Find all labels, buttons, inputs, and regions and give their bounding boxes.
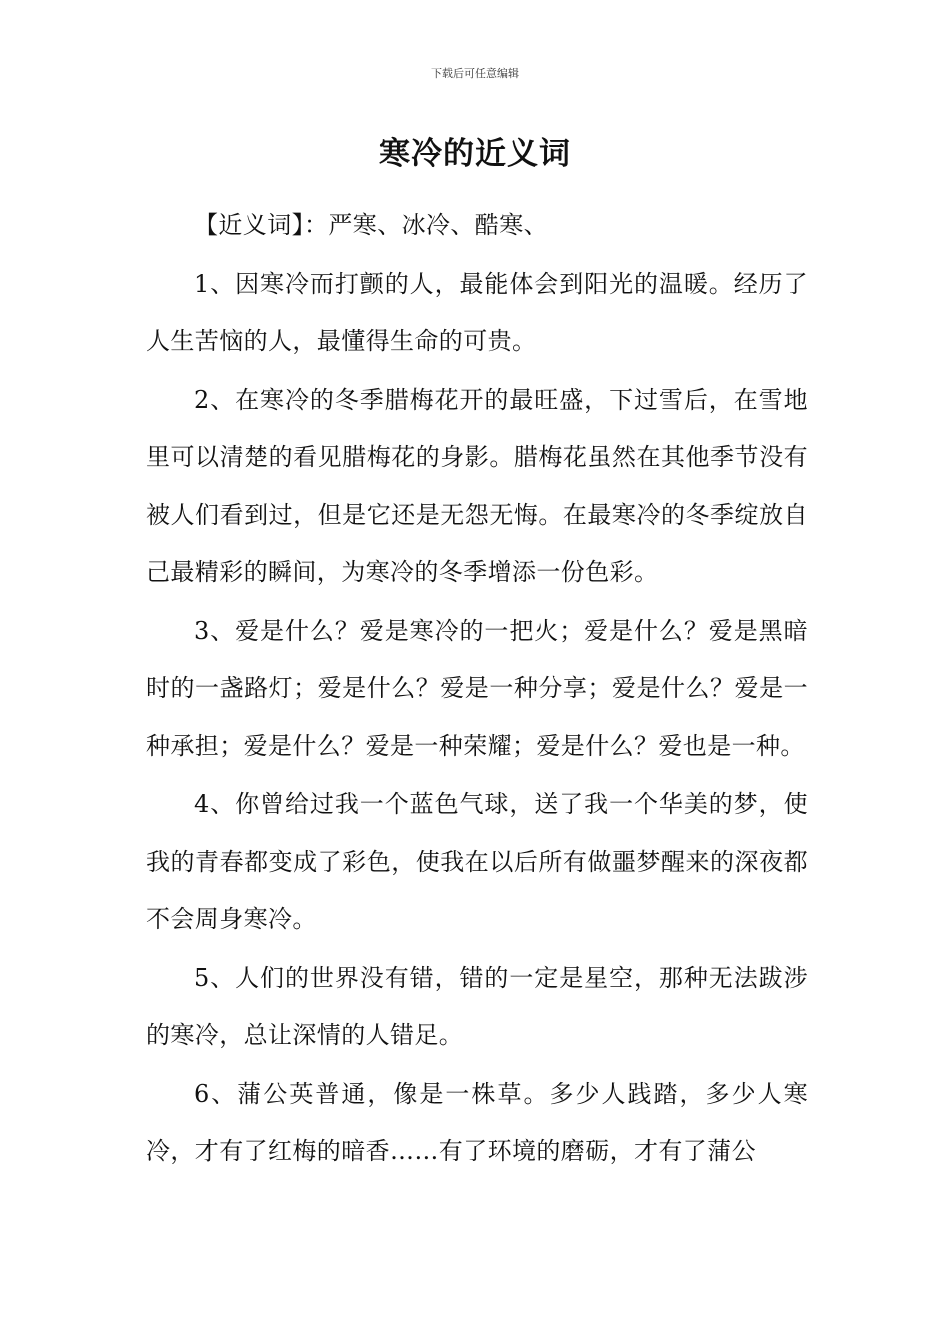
synonym-line: 【近义词】：严寒、冰冷、酷寒、	[194, 211, 548, 239]
header-note: 下载后可任意编辑	[431, 67, 519, 80]
paragraph-4: 4、你曾给过我一个蓝色气球，送了我一个华美的梦，使我的青春都变成了彩色，使我在以后所有做噩梦醒来的深夜都不会周身寒冷。	[146, 790, 808, 933]
paragraph-2: 2、在寒冷的冬季腊梅花开的最旺盛，下过雪后，在雪地里可以清楚的看见腊梅花的身影。腊梅花虽然在其他季节没有被人们看到过，但是它还是无怨无悔。在最寒冷的冬季绽放自己最精彩的瞬间，为寒冷的冬季增添一份色彩。	[146, 385, 808, 586]
paragraph-1: 1、因寒冷而打颤的人，最能体会到阳光的温暖。经历了人生苦恼的人，最懂得生命的可贵。	[146, 269, 808, 355]
document-body	[146, 197, 808, 1182]
document-title: 寒冷的近义词	[379, 136, 571, 172]
paragraph-3: 3、爱是什么？爱是寒冷的一把火；爱是什么？爱是黑暗时的一盏路灯；爱是什么？爱是一种分享；爱是什么？爱是一种承担；爱是什么？爱是一种荣耀；爱是什么？爱也是一种。	[146, 616, 808, 760]
paragraph-5: 5、人们的世界没有错，错的一定是星空，那种无法跋涉的寒冷，总让深情的人错足。	[146, 963, 808, 1049]
paragraph-6: 6、蒲公英普通，像是一株草。多少人践踏，多少人寒冷，才有了红梅的暗香……有了环境的磨砺，才有了蒲公	[146, 1079, 808, 1165]
